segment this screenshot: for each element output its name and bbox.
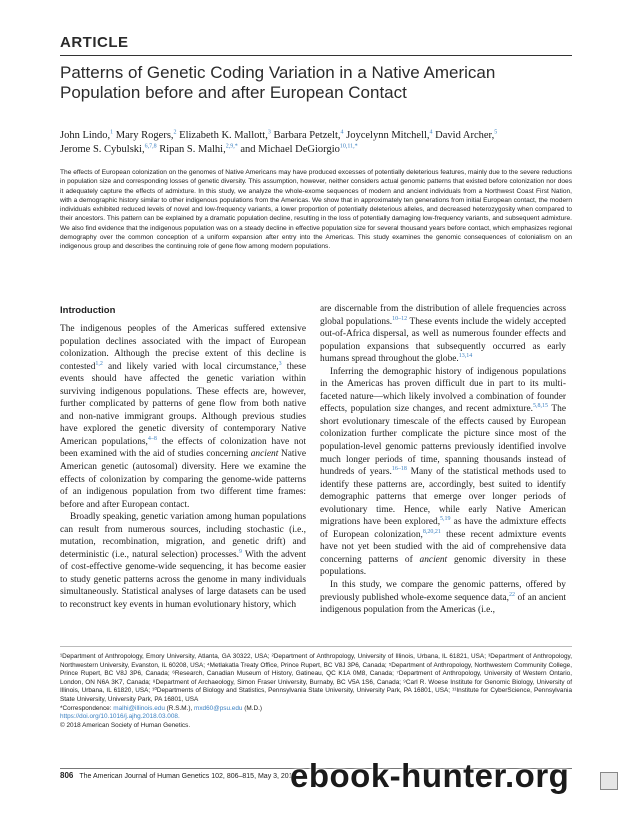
author-name[interactable]: and Michael DeGiorgio (240, 144, 340, 155)
paragraph: are discernable from the distribution of allele frequencies across global populations.$^{10-12}$ These events include the widely accepted out-of-Africa dispersal, as well as numerous founder effects and population expansions that subsequently occurred as early humans spread throughout the globe.$^{13,14}$ (320, 304, 566, 365)
author-name[interactable]: John Lindo, (60, 130, 111, 141)
paragraph: Broadly speaking, genetic variation among human populations can result from numerous sources, including stochastic (i.e., mutation, recombination, migration, and genetic drift) and deterministic (i.e., natural selection) processes.$^9$ With the advent of cost-effective genome-wide sequencing, it has become easier to study genetic patterns across the genome in many individuals simultaneously. Statistical analyses of large datasets can be used to reconstruct key events in human evolutionary history, which (60, 512, 306, 611)
citation-ref[interactable]: 1,2 (95, 360, 103, 367)
page-number: 806 (60, 771, 74, 780)
author-name[interactable]: Barbara Petzelt, (273, 130, 341, 141)
journal-citation: The American Journal of Human Genetics 102, 806–815, May 3, 2018 (79, 773, 297, 780)
citation-ref[interactable]: 9 (239, 548, 243, 555)
header-rule (60, 55, 572, 56)
author-list (60, 129, 576, 157)
article-label: ARTICLE (60, 34, 129, 51)
citation-ref[interactable]: 13,14 (458, 353, 473, 360)
page-corner-icon (600, 772, 618, 790)
copyright: © 2018 American Society of Human Genetics. (60, 721, 191, 729)
affiliation-ref[interactable]: 6,7,8 (144, 143, 157, 150)
author-name[interactable]: Elizabeth K. Mallott, (179, 130, 268, 141)
citation-ref[interactable]: 5,8,15 (532, 403, 548, 410)
affiliation-ref[interactable]: 2,9,* (225, 143, 238, 150)
page-footer (60, 771, 297, 780)
watermark: ebook-hunter.org (290, 757, 570, 794)
citation-ref[interactable]: 4–8 (147, 435, 157, 442)
doi-link[interactable]: https://doi.org/10.1016/j.ajhg.2018.03.008. (60, 713, 180, 721)
paragraph: Inferring the demographic history of indigenous populations in the Americas has proven difficult due in part to its multi-faceted nature—which likely involved a combination of founder effects, population size changes, and recent admixture.$^{5,8,15}$ The short evolutionary timescale of the effects caused by European colonization further complicate the picture since most of the population-level genomic patterns previously identified involve much longer periods of time, spanning thousands instead of hundreds of years.$^{16-18}$ Many of the statistical methods used to identify these patterns are, accordingly, best suited to identify demographic patterns that emerge over longer periods of evolutionary time. Hence, while early Native American migrations have been explored,$^{5,19}$ as have the admixture effects of European colonization,$^{8,20,21}$ these recent admixture events have not yet been studied with the aid of comprehensive data concerning patterns of ancient genomic diversity in these populations. (320, 366, 567, 578)
abstract: The effects of European colonization on the genomes of Native Americans may have produced excesses of potentially deleterious features, mainly due to the severe reductions in population size and corresponding losses of genetic diversity. This assumption, however, neither considers actual genomic patterns that existed before colonization nor does it adequately capture the effects of admixture. In this study, we analyze the whole-exome sequences of modern and ancient individuals from a Northwest Coast First Nation, with a demographic history similar to other indigenous populations from the Americas. We show that in approximately ten generations from initial European contact, the modern individuals exhibited reduced levels of novel and low-frequency variants, a lower proportion of potentially deleterious alleles, and decreased heterozygosity when compared to their ancestors. This pattern can be explained by a dramatic population decline, resulting in the loss of potentially damaging low-frequency variants, and subsequent admixture. We also find evidence that the indigenous population was on a steady decline in effective population size for several thousand years before contact, which emphasizes regional demography over the common conception of a uniform expansion after entry into the Americas. This study examines the genomic consequences of colonialism on an indigenous group and describes the continuing role of gene flow among modern populations. (60, 169, 572, 251)
citation-ref[interactable]: 3 (278, 360, 282, 367)
affiliation-ref[interactable]: 3 (267, 129, 271, 136)
footnotes (60, 653, 572, 730)
citation-ref[interactable]: 8,20,21 (422, 528, 441, 535)
citation-ref[interactable]: 16–18 (391, 465, 407, 472)
affiliations: ¹Department of Anthropology, Emory University, Atlanta, GA 30322, USA; ²Department of Anthropology, University of Illinois, Urbana, IL 61821, USA; ³Department of Anthropology, Northwestern University, Evanston, IL 60208, USA; ⁴Metlakatla Treaty Office, Prince Rupert, BC V8J 3P6, Canada; ⁵Department of Anthropology, Northwestern Community College, Prince Rupert, BC V8J 3P6, Canada; ⁶Research, Canadian Museum of History, Gatineau, QC K1A 0M8, Canada; ⁷Department of Anthropology, University of Western Ontario, London, ON N6A 3K7, Canada; ⁸Department of Archaeology, Simon Fraser University, Burnaby, BC V5A 1S6, Canada; ⁹Carl R. Woese Institute for Genomic Biology, University of Illinois, Urbana, IL 61820, USA; ¹⁰Departments of Biology and Statistics, Pennsylvania State University, University Park, PA 16801, USA; ¹¹Institute for CyberScience, Pennsylvania State University, University Park, PA 16801, USA (60, 653, 572, 703)
body-column-left (60, 323, 306, 612)
citation-ref[interactable]: 22 (509, 591, 516, 598)
author-name[interactable]: Joycelynn Mitchell, (346, 130, 430, 141)
body-column-right (320, 303, 566, 617)
email-link[interactable]: malhi@illinois.edu (113, 704, 165, 712)
affiliation-ref[interactable]: 1 (110, 129, 114, 136)
correspondence: *Correspondence: malhi@illinois.edu (R.S.M.), mxd60@psu.edu (M.D.) (60, 704, 262, 712)
author-name[interactable]: Jerome S. Cybulski, (60, 144, 145, 155)
affiliation-ref[interactable]: 4 (340, 129, 344, 136)
citation-ref[interactable]: 5,19 (440, 516, 451, 523)
footnote-rule (60, 646, 572, 647)
author-name[interactable]: David Archer, (435, 130, 495, 141)
article-title: Patterns of Genetic Coding Variation in a Native American Population before and after European Contact (60, 63, 496, 102)
paragraph: In this study, we compare the genomic patterns, offered by previously published whole-exome sequence data,$^{22}$ of an ancient indigenous population from the Americas (i.e., (320, 580, 566, 616)
paragraph: The indigenous peoples of the Americas suffered extensive population declines associated with the impact of European colonization. Although the precise extent of this decline is contested$^{1,2}$ and likely varied with local circumstance,$^3$ these events should have affected the genetic variation within surviving indigenous populations. These effects are, however, further complicated by patterns of gene flow from both native and non-native immigrant groups. Although previous studies have explored the genetic diversity of contemporary Native American populations,$^{4-8}$ the effects of colonization have not been examined with the aid of studies concerning ancient Native American genetic (autosomal) diversity. Here we examine the effects of colonization by comparing the genome-wide patterns of an indigenous population from two different time frames: before and after European contact. (60, 324, 306, 510)
section-heading-introduction: Introduction (60, 305, 116, 316)
affiliation-ref[interactable]: 10,11,* (339, 143, 358, 150)
email-link[interactable]: mxd60@psu.edu (194, 704, 243, 712)
author-name[interactable]: Ripan S. Malhi, (159, 144, 226, 155)
affiliation-ref[interactable]: 2 (173, 129, 177, 136)
affiliation-ref[interactable]: 4 (429, 129, 433, 136)
author-name[interactable]: Mary Rogers, (115, 130, 174, 141)
affiliation-ref[interactable]: 5 (494, 129, 498, 136)
citation-ref[interactable]: 10–12 (392, 315, 408, 322)
